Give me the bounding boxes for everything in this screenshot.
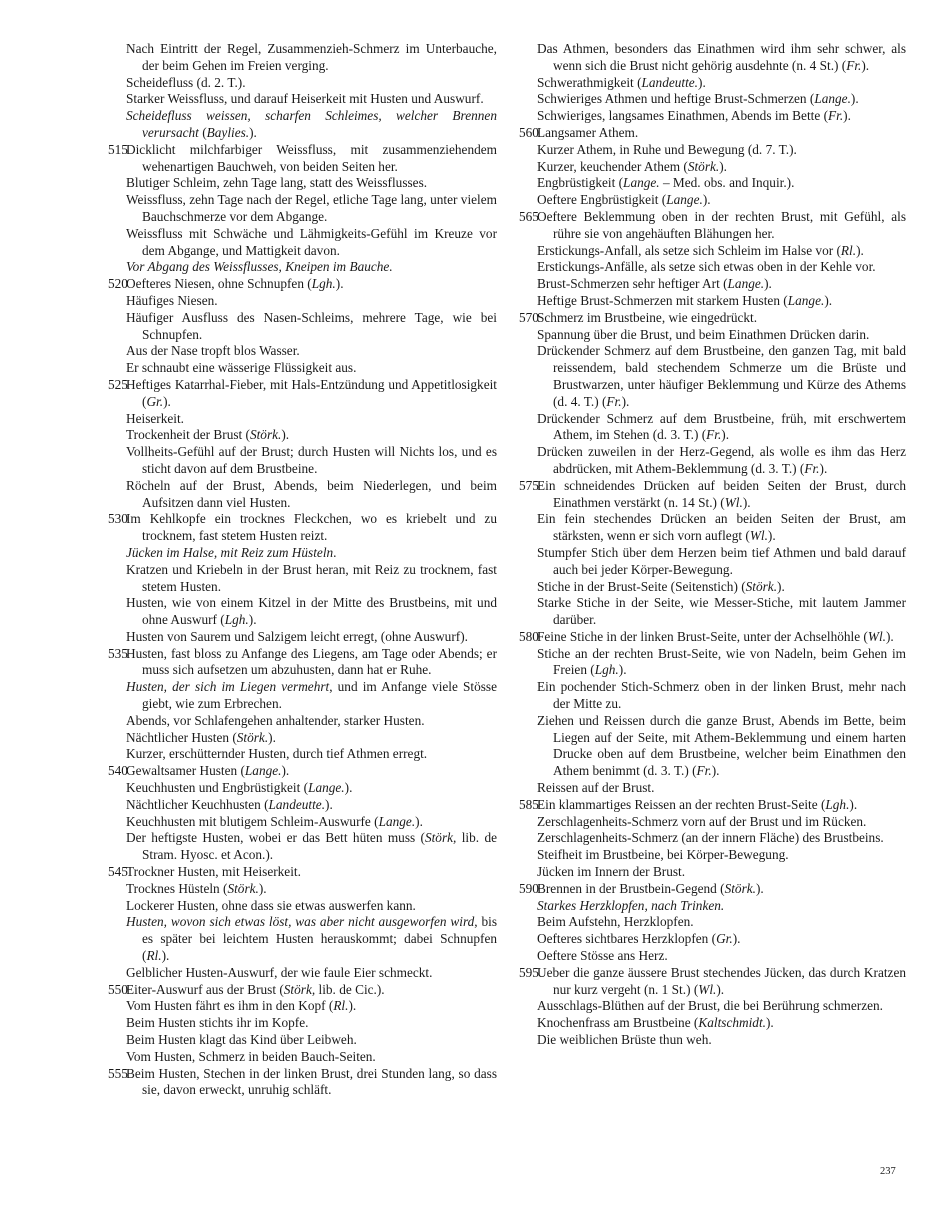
entry-text: Starke Stiche in der Seite, wie Messer-Stiche, mit lautem Jammer darüber. [537,595,906,628]
entry-text-block [537,629,906,646]
entry-text-block [537,310,906,327]
entry-text: Starker Weissfluss, und darauf Heiserkeit mit Husten und Auswurf. [126,91,484,107]
entry-number: 560 [519,124,539,140]
entry-text: Jücken im Innern der Brust. [537,864,686,880]
entry-text-end: ). [742,494,751,510]
symptom-entry [108,998,497,1015]
symptom-entry [519,713,906,780]
symptom-entry [519,511,906,545]
symptom-entry [108,1015,497,1032]
symptom-entry [108,864,497,881]
entry-text: Stumpfer Stich über dem Herzen beim tief Athmen und bald darauf auch bei jeder Körper-Bewegung. [537,544,906,577]
symptom-entry [519,814,906,831]
entry-text: Kurzer Athem, in Ruhe und Bewegung (d. 7. T.). [537,141,797,157]
entry-text-end: ). [698,74,706,90]
entry-text: Dicklicht milchfarbiger Weissfluss, mit zusammenziehendem wehenartigen Bauchweh, von beiden Seiten her. [126,141,497,174]
symptom-entry [108,293,497,310]
entry-text: Erstickungs-Anfall, als setze sich Schleim im Halse vor ( [537,242,841,258]
symptom-entry [519,343,906,410]
entry-text-end: ). [732,931,741,947]
entry-number: 520 [108,276,128,292]
symptom-entry [108,830,497,864]
source-reference: Lange. [727,276,765,292]
symptom-entry [519,1015,906,1032]
source-reference: Fr. [606,393,622,409]
source-reference: Lgh. [594,662,619,678]
entry-italic-text: Starkes Herzklopfen, nach Trinken. [537,897,725,913]
entry-text: Trockenheit der Brust ( [126,427,250,443]
symptom-entry [519,310,906,327]
entry-number: 515 [108,141,128,157]
symptom-entry [519,797,906,814]
entry-text-block [537,125,906,142]
symptom-entry [519,192,906,209]
entry-text-block [126,646,497,680]
symptom-entry [108,411,497,428]
entry-text-tail: , und im Anfange viele Stösse giebt, wie zum Erbrechen. [142,679,497,712]
symptom-entry [519,881,906,898]
entry-text-end: lib. de Cic.). [315,981,385,997]
entry-text: Gelblicher Husten-Auswurf, der wie faule Eier schmeckt. [126,964,433,980]
symptom-entry [519,914,906,931]
entry-text: Eiter-Auswurf aus der Brust ( [126,981,284,997]
entry-text-end: ). [248,612,257,628]
symptom-entry [519,276,906,293]
entry-text: Röcheln auf der Brust, Abends, beim Niederlegen, und beim Aufsitzen dann viel Husten. [126,477,497,510]
entry-text: Ueber die ganze äussere Brust stechendes Jücken, das durch Kratzen nur kurz vergeht (n. 1 St.) ( [537,964,906,997]
entry-text-end: ). [716,981,725,997]
entry-text: Steifheit im Brustbeine, bei Körper-Bewegung. [537,847,789,863]
symptom-entry [519,108,906,125]
entry-text-end: ). [258,880,267,896]
symptom-entry [108,226,497,260]
source-reference: Gr. [716,931,733,947]
entry-text: Kurzer, keuchender Athem ( [537,158,688,174]
entry-text-block [126,276,497,293]
entry-text: Häufiges Niesen. [126,292,218,308]
entry-text-block [126,1066,497,1100]
entry-text-block [126,864,497,881]
symptom-entry [108,175,497,192]
entry-text: Trockner Husten, mit Heiserkeit. [126,864,301,880]
symptom-entry [108,746,497,763]
symptom-entry [519,142,906,159]
entry-text: Schwieriges Athmen und heftige Brust-Schmerzen ( [537,91,815,107]
source-reference: Störk. [236,729,269,745]
source-reference: Rl. [840,242,857,258]
entry-text-block [537,965,906,999]
entry-text: Heftiges Katarrhal-Fieber, mit Hals-Entzündung und Appetitlosigkeit ( [126,376,497,409]
symptom-entry [108,965,497,982]
symptom-entry [519,646,906,680]
symptom-entry [108,679,497,713]
source-reference: Wl. [749,528,768,544]
entry-text: Erstickungs-Anfälle, als setze sich etwas oben in der Kehle vor. [537,259,876,275]
source-reference: Baylies. [206,124,250,140]
entry-text-end: ). [621,393,630,409]
symptom-entry [519,1032,906,1049]
entry-text-block [537,478,906,512]
entry-text: Oeftere Beklemmung oben in der rechten Brust, mit Gefühl, als rühre sie von angehäuften Blähungen her. [537,208,906,241]
source-reference: Lange. [244,763,282,779]
entry-text: Heiserkeit. [126,410,184,426]
source-reference: Lange. [623,175,660,191]
symptom-entry [519,259,906,276]
entry-text-end: ). [163,393,171,409]
entry-text: Husten, wie von einem Kitzel in der Mitte des Brustbeins, mit und ohne Auswurf ( [126,595,497,628]
entry-text-block [537,881,906,898]
entry-text-end: ). [861,57,870,73]
entry-text: Nächtlicher Keuchhusten ( [126,796,269,812]
source-reference: Lange. [787,292,825,308]
entry-text: Trocknes Hüsteln ( [126,880,228,896]
symptom-entry [108,545,497,562]
entry-text-end: ). [702,192,711,208]
symptom-entry [519,91,906,108]
source-reference: Lange. [666,192,703,208]
symptom-entry [108,898,497,915]
entry-italic-text: Jücken im Halse, mit Reiz zum Hüsteln [126,544,334,560]
symptom-entry [519,327,906,344]
entry-text: Oeftere Stösse ans Herz. [537,948,668,964]
symptom-entry [519,830,906,847]
entry-text: Häufiger Ausfluss des Nasen-Schleims, mehrere Tage, wie bei Schnupfen. [126,309,497,342]
entry-text-tail: ( [198,124,207,140]
entry-text-end: ). [281,763,290,779]
symptom-entry [108,780,497,797]
entry-text: Ein pochender Stich-Schmerz oben in der linken Brust, mehr nach der Mitte zu. [537,679,906,712]
source-reference: Fr. [696,763,712,779]
symptom-entry [519,780,906,797]
entry-text: Blutiger Schleim, zehn Tage lang, statt des Weissflusses. [126,175,428,191]
symptom-entry [108,1049,497,1066]
symptom-entry [108,629,497,646]
entry-text-tail: , bis es später bei leichtem Husten herauskommt; dabei Schnupfen ( [142,914,498,964]
symptom-entry [108,310,497,344]
entry-text-end: ). [767,528,776,544]
source-reference: Lgh. [311,276,336,292]
source-reference: Rl. [333,998,349,1014]
source-reference: Landeutte. [268,796,326,812]
entry-text: Gewaltsamer Husten ( [126,763,245,779]
symptom-entry [108,713,497,730]
entry-text-block [126,377,497,411]
entry-text: Ein klammartiges Reissen an der rechten Brust-Seite ( [537,796,826,812]
symptom-entry [519,931,906,948]
symptom-entry [519,159,906,176]
entry-text: Nach Eintritt der Regel, Zusammenzieh-Schmerz im Unterbauche, der beim Gehen im Freien verging. [126,41,497,73]
symptom-entry [108,343,497,360]
symptom-entry [519,595,906,629]
entry-text: Langsamer Athem. [537,124,639,140]
entry-text: Scheidefluss (d. 2. T.). [126,74,246,90]
source-reference: Störk. [227,880,259,896]
entry-italic-text: Scheidefluss weissen, scharfen Schleimes, welcher Brennen verursacht [126,108,497,140]
symptom-entry [108,259,497,276]
left-column [108,41,497,1099]
symptom-entry [519,898,906,915]
entry-text: Stiche an der rechten Brust-Seite, wie von Nadeln, beim Gehen im Freien ( [537,645,906,678]
source-reference: Störk. [249,427,282,443]
symptom-entry [519,629,906,646]
entry-text: Beim Aufstehn, Herzklopfen. [537,914,694,930]
entry-italic-text: Husten, der sich im Liegen vermehrt [126,679,330,695]
entry-text: Nächtlicher Husten ( [126,729,237,745]
entry-text: Reissen auf der Brust. [537,780,655,796]
entry-text: Zerschlagenheits-Schmerz (an der innern Fläche) des Brustbeins. [537,830,884,846]
symptom-entry [519,478,906,512]
entry-text: Schwieriges, langsames Einathmen, Abends im Bette ( [537,108,828,124]
source-reference: Wl. [724,494,743,510]
symptom-entry [108,276,497,293]
source-reference: Fr. [706,427,722,443]
right-column [519,41,906,1049]
entry-number: 575 [519,477,539,493]
entry-text: Stiche in der Brust-Seite (Seitenstich) ( [537,578,746,594]
entry-text-end: ). [850,91,859,107]
entry-text: Spannung über die Brust, und beim Einathmen Drücken darin. [537,326,870,342]
source-reference: Fr. [846,57,862,73]
source-reference: Landeutte. [641,74,699,90]
symptom-entry [519,411,906,445]
symptom-entry [108,75,497,92]
source-reference: Fr. [804,460,820,476]
symptom-entry [108,478,497,512]
entry-text: Zerschlagenheits-Schmerz vorn auf der Brust und im Rücken. [537,813,867,829]
entry-text: Oefteres sichtbares Herzklopfen ( [537,931,717,947]
entry-text-end: ). [249,124,257,140]
source-reference: Störk. [687,158,720,174]
entry-text-block [126,142,497,176]
entry-text: Vom Husten fährt es ihm in den Kopf ( [126,998,334,1014]
symptom-entry [108,730,497,747]
entry-number: 595 [519,964,539,980]
entry-text: Husten von Saurem und Salzigem leicht erregt, (ohne Auswurf). [126,628,468,644]
symptom-entry [108,763,497,780]
symptom-entry [519,41,906,75]
symptom-entry [519,864,906,881]
entry-text-block [537,797,906,814]
entry-text: Das Athmen, besonders das Einathmen wird ihm sehr schwer, als wenn sich die Brust nicht gehörig ausdehnte (n. 4 St.) ( [537,41,906,73]
symptom-entry [519,125,906,142]
entry-text-end: ). [325,796,333,812]
entry-text-end: ). [344,780,353,796]
symptom-entry [108,562,497,596]
symptom-entry [519,965,906,999]
source-reference: Lange. [378,813,416,829]
symptom-entry [519,679,906,713]
source-reference: Lgh. [825,796,850,812]
symptom-entry [108,192,497,226]
entry-text: Beim Husten klagt das Kind über Leibweh. [126,1032,357,1048]
page-number: 237 [880,1166,896,1177]
symptom-entry [108,511,497,545]
entry-number: 545 [108,864,128,880]
entry-text-end: ). [161,948,170,964]
entry-number: 580 [519,628,539,644]
entry-text-end: ). [719,158,728,174]
source-reference: Rl. [146,948,162,964]
symptom-entry [519,948,906,965]
entry-text: Drückender Schmerz auf dem Brustbeine, den ganzen Tag, mit bald reissendem, bald stechendem Schmerze um die Brüste und Brustwarzen, unter häufiger Beklemmung und Kürze des Athems (d. 4. T.) ( [537,343,906,409]
entry-text: Kratzen und Kriebeln in der Brust heran, mit Reiz zu trocknem, fast stetem Husten. [126,561,497,594]
entry-text: Weissfluss mit Schwäche und Lähmigkeits-Gefühl im Kreuze vor dem Abgange, und Mattigkeit davon. [126,225,497,258]
entry-text: Die weiblichen Brüste thun weh. [537,1032,712,1048]
symptom-entry [519,175,906,192]
entry-text: Oeftere Engbrüstigkeit ( [537,192,667,208]
entry-text: Der heftigste Husten, wobei er das Bett hüten muss ( [126,830,425,846]
source-reference: Störk, [283,981,316,997]
symptom-entry [108,108,497,142]
entry-text-end: lib. de Stram. Hyosc. et Acon.). [142,830,498,863]
symptom-entry [519,998,906,1015]
symptom-entry [108,377,497,411]
entry-text: Weissfluss, zehn Tage nach der Regel, etliche Tage lang, unter vielem Bauchschmerze vor dem Abgange. [126,192,497,224]
entry-text: Im Kehlkopfe ein trocknes Fleckchen, wo es kriebelt und zu trocknem, fast stetem Husten reizt. [126,511,497,544]
source-reference: Störk. [745,578,778,594]
entry-text: Ausschlags-Blüthen auf der Brust, die bei Berührung schmerzen. [537,998,883,1014]
entry-text: Vollheits-Gefühl auf der Brust; durch Husten will Nichts los, und es sticht davon auf dem Brustbeine. [126,444,497,476]
entry-text: Engbrüstigkeit ( [537,175,624,191]
entry-number: 550 [108,981,128,997]
symptom-entry [519,847,906,864]
symptom-entry [108,646,497,680]
entry-text: Beim Husten stichts ihr im Kopfe. [126,1015,309,1031]
entry-text-block [537,209,906,243]
source-reference: Wl. [867,628,886,644]
entry-text: Ein fein stechendes Drücken an beiden Seiten der Brust, am stärksten, wenn er sich vorn auflegt ( [537,511,906,544]
entry-text: Ein schneidendes Drücken auf beiden Seiten der Brust, durch Einathmen verstärkt (n. 14 St.) ( [537,477,906,510]
source-reference: Fr. [828,108,844,124]
source-reference: Gr. [146,393,164,409]
entry-text-block [126,511,497,545]
entry-text-end: ). [849,796,858,812]
symptom-entry [519,444,906,478]
source-reference: Störk. [724,880,756,896]
entry-text: Oefteres Niesen, ohne Schnupfen ( [126,276,312,292]
symptom-entry [519,579,906,596]
symptom-entry [519,243,906,260]
symptom-entry [108,881,497,898]
entry-text: Drückender Schmerz auf dem Brustbeine, früh, mit erschwertem Athem, im Stehen (d. 3. T.) ( [537,410,906,443]
entry-text-end: ). [618,662,627,678]
symptom-entry [108,595,497,629]
source-reference: Lgh. [224,612,249,628]
symptom-entry [519,209,906,243]
entry-text-end: ). [819,460,828,476]
entry-number: 525 [108,376,128,392]
symptom-entry [108,1032,497,1049]
symptom-entry [108,797,497,814]
entry-text-end: ). [843,108,851,124]
symptom-entry [108,91,497,108]
entry-text: Drücken zuweilen in der Herz-Gegend, als wolle es ihm das Herz abdrücken, mit Athem-Beklemmung (d. 3. T.) ( [537,444,906,476]
entry-text-end: ). [777,578,785,594]
entry-text-end: ). [348,998,357,1014]
symptom-entry [108,41,497,75]
symptom-entry [519,293,906,310]
entry-number: 555 [108,1065,128,1081]
entry-text: Kurzer, erschütternder Husten, durch tief Athmen erregt. [126,746,428,762]
entry-text-end: ). [765,1015,774,1031]
entry-text: Keuchhusten mit blutigem Schleim-Auswurfe ( [126,813,379,829]
entry-text-block [126,982,497,999]
entry-text: Husten, fast bloss zu Anfange des Liegens, am Tage oder Abends; er muss sich aufsetzen um abzuhusten, dann hat er Ruhe. [126,645,497,678]
entry-text-end: ). [856,242,864,258]
entry-text: Schwerathmigkeit ( [537,74,642,90]
entry-text: Vom Husten, Schmerz in beiden Bauch-Seiten. [126,1048,376,1064]
source-reference: Lange. [814,91,851,107]
source-reference: Wl. [698,981,717,997]
entry-text-end: ). [268,729,276,745]
entry-text: Keuchhusten und Engbrüstigkeit ( [126,780,309,796]
entry-text: Feine Stiche in der linken Brust-Seite, unter der Achselhöhle ( [537,628,868,644]
symptom-entry [108,142,497,176]
symptom-entry [108,1066,497,1100]
entry-text-end: ). [756,880,764,896]
entry-text-end: ). [335,276,344,292]
entry-text-block [126,763,497,780]
symptom-entry [108,444,497,478]
entry-number: 570 [519,309,539,325]
entry-text: Abends, vor Schlafengehen anhaltender, starker Husten. [126,712,425,728]
entry-text-end: ). [281,427,290,443]
symptom-entry [108,360,497,377]
symptom-entry [108,814,497,831]
entry-text: Knochenfrass am Brustbeine ( [537,1015,699,1031]
source-reference: Lange. [308,780,345,796]
entry-text: Heftige Brust-Schmerzen mit starkem Husten ( [537,292,788,308]
entry-text: Lockerer Husten, ohne dass sie etwas auswerfen kann. [126,897,416,913]
entry-number: 530 [108,511,128,527]
source-reference: Störk, [424,830,457,846]
symptom-entry [108,914,497,964]
source-reference: Kaltschmidt. [698,1015,766,1031]
entry-text: Brennen in der Brustbein-Gegend ( [537,880,725,896]
entry-italic-text: Husten, wovon sich etwas löst, was aber nicht ausgeworfen wird [126,914,475,930]
entry-text: Er schnaubt eine wässerige Flüssigkeit aus. [126,360,357,376]
symptom-entry [519,75,906,92]
entry-text-end: ). [824,292,833,308]
entry-text: Beim Husten, Stechen in der linken Brust, drei Stunden lang, so dass sie, davon erweckt, unruhig schläft. [126,1065,497,1098]
entry-text: Schmerz im Brustbeine, wie eingedrückt. [537,309,758,325]
entry-number: 565 [519,208,539,224]
entry-number: 535 [108,645,128,661]
entry-text-end: ). [764,276,772,292]
symptom-entry [108,427,497,444]
entry-text-end: ). [885,628,894,644]
entry-text-end: ). [711,763,720,779]
entry-number: 585 [519,796,539,812]
entry-italic-text: Vor Abgang des Weissflusses, Kneipen im Bauche. [126,259,393,275]
entry-text-end: ). [415,813,423,829]
symptom-entry [108,982,497,999]
entry-number: 590 [519,880,539,896]
entry-text: Aus der Nase tropft blos Wasser. [126,343,300,359]
entry-number: 540 [108,763,128,779]
entry-text: Ziehen und Reissen durch die ganze Brust, Abends im Bette, beim Liegen auf der Seite, mit Athem-Beklemmung und einem harten Drucke oben auf dem Brustbeine, welcher beim Einathmen den Athem benimmt (d. 3. T.) ( [537,712,906,779]
entry-text-end: ). [721,427,730,443]
symptom-entry [519,545,906,579]
entry-text-tail: . [333,544,337,560]
entry-text-end: – Med. obs. and Inquir.). [659,175,795,191]
entry-text: Brust-Schmerzen sehr heftiger Art ( [537,276,728,292]
